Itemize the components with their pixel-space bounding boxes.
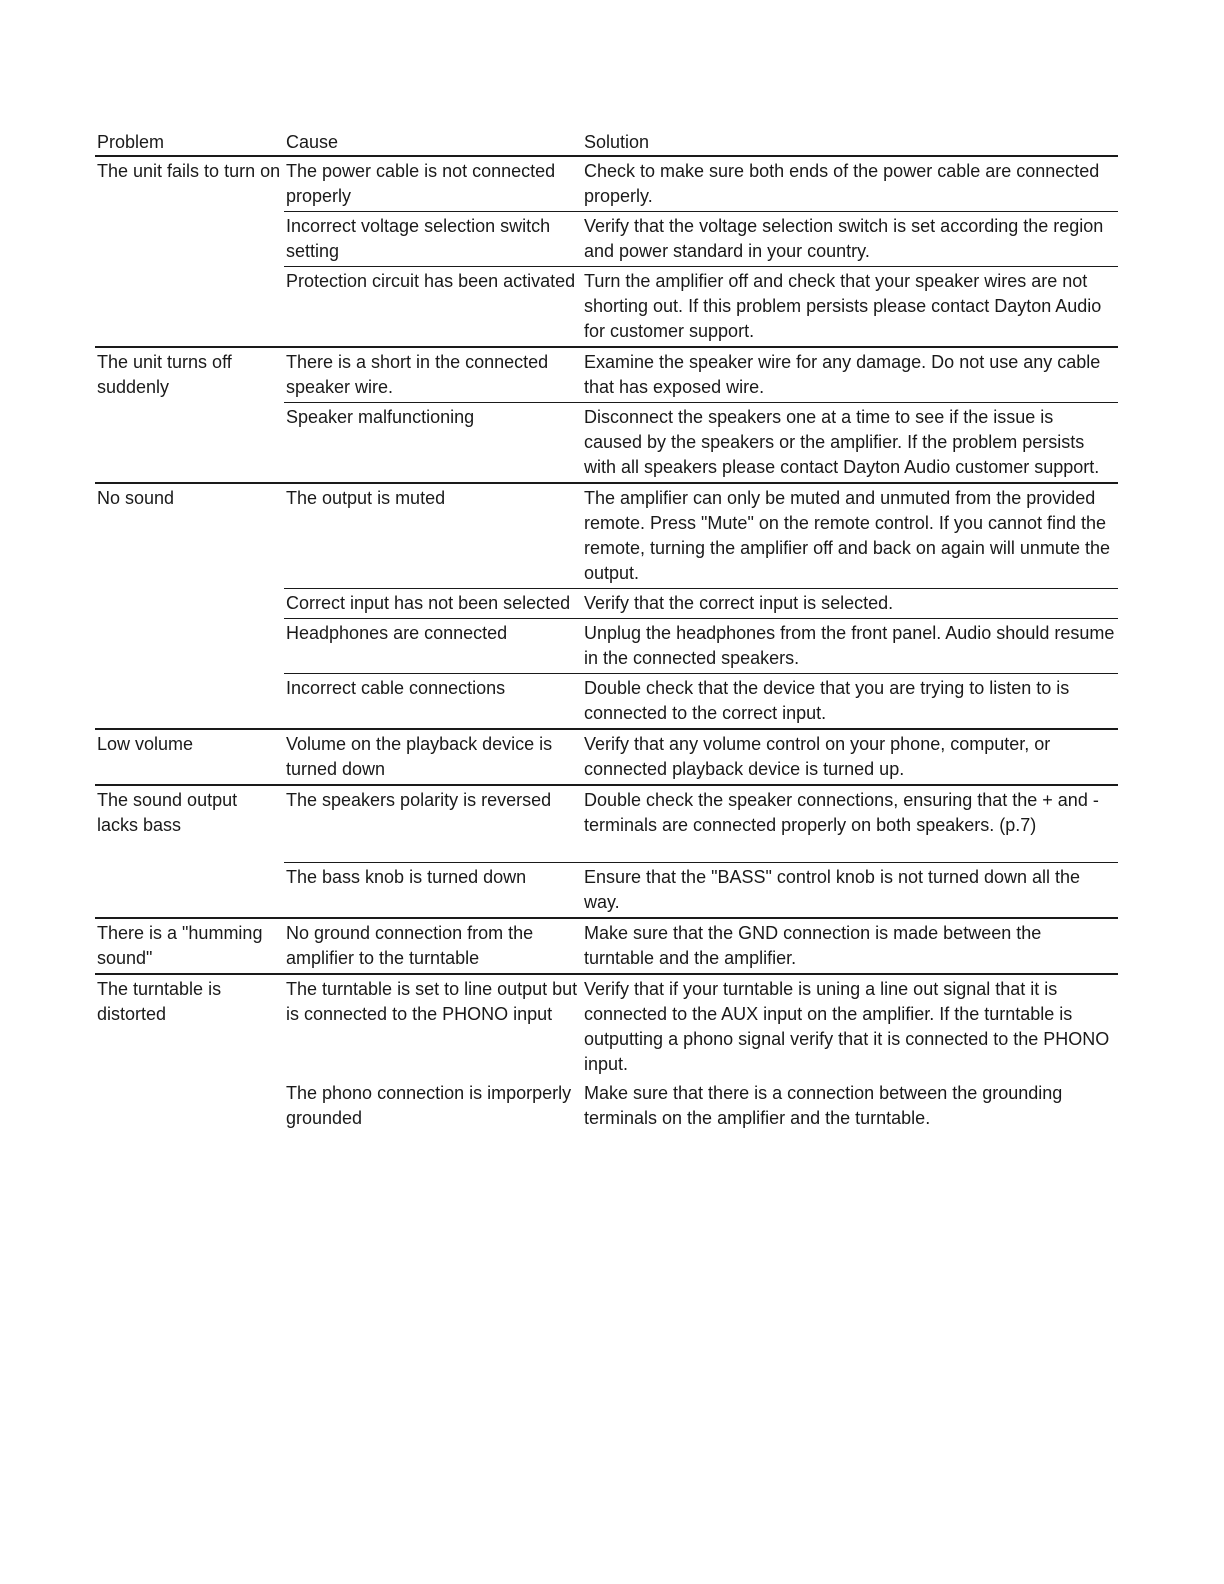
cause-cell: Incorrect voltage selection switch setting	[284, 212, 582, 267]
problem-cell: The unit fails to turn on	[95, 156, 284, 347]
solution-cell: Double check that the device that you are trying to listen to is connected to the correct input.	[582, 674, 1118, 730]
header-solution: Solution	[582, 130, 1118, 156]
problem-cell: Low volume	[95, 729, 284, 785]
solution-cell: Verify that the voltage selection switch is set according the region and power standard in your country.	[582, 212, 1118, 267]
table-row	[95, 918, 1118, 974]
cause-cell: There is a short in the connected speaker wire.	[284, 347, 582, 403]
header-cause: Cause	[284, 130, 582, 156]
cause-cell: The output is muted	[284, 483, 582, 589]
cause-cell: Volume on the playback device is turned down	[284, 729, 582, 785]
solution-cell: Examine the speaker wire for any damage. Do not use any cable that has exposed wire.	[582, 347, 1118, 403]
cause-cell: The speakers polarity is reversed	[284, 785, 582, 863]
solution-cell: Disconnect the speakers one at a time to see if the issue is caused by the speakers or the amplifier. If the problem persists with all speakers please contact Dayton Audio customer support.	[582, 403, 1118, 484]
cause-cell: Protection circuit has been activated	[284, 267, 582, 348]
cause-cell: Correct input has not been selected	[284, 589, 582, 619]
table-row	[95, 156, 1118, 212]
cause-cell: The power cable is not connected properly	[284, 156, 582, 212]
solution-cell: Unplug the headphones from the front panel. Audio should resume in the connected speakers.	[582, 619, 1118, 674]
troubleshooting-table	[95, 130, 1118, 1133]
table-header-row	[95, 130, 1118, 156]
table-row	[95, 785, 1118, 863]
cause-cell: Headphones are connected	[284, 619, 582, 674]
problem-cell: There is a "humming sound"	[95, 918, 284, 974]
cause-cell: Incorrect cable connections	[284, 674, 582, 730]
solution-cell: Turn the amplifier off and check that your speaker wires are not shorting out. If this problem persists please contact Dayton Audio for customer support.	[582, 267, 1118, 348]
solution-cell: Verify that if your turntable is uning a line out signal that it is connected to the AUX input on the amplifier. If the turntable is outputting a phono signal verify that it is connected to the PHONO input.	[584, 979, 1110, 1074]
problem-cell: The sound output lacks bass	[95, 785, 284, 918]
solution-cell: Make sure that there is a connection between the grounding terminals on the amplifier and the turntable.	[584, 1083, 1063, 1128]
problem-cell: No sound	[95, 483, 284, 729]
cause-cell: The turntable is set to line output but is connected to the PHONO input	[286, 979, 578, 1024]
problem-cell: The unit turns off suddenly	[95, 347, 284, 483]
solution-cell: Verify that the correct input is selected.	[582, 589, 1118, 619]
troubleshooting-page	[95, 130, 1118, 1133]
table-row	[95, 974, 1118, 1079]
table-row	[95, 347, 1118, 403]
cause-cell: The bass knob is turned down	[284, 863, 582, 919]
solution-cell: Verify that any volume control on your phone, computer, or connected playback device is turned up.	[582, 729, 1118, 785]
table-row	[95, 483, 1118, 589]
cause-cell: No ground connection from the amplifier to the turntable	[284, 918, 582, 974]
solution-cell: The amplifier can only be muted and unmuted from the provided remote. Press "Mute" on the remote control. If you cannot find the remote, turning the amplifier off and back on again will unmute the output.	[582, 483, 1118, 589]
cause-cell: Speaker malfunctioning	[284, 403, 582, 484]
header-problem: Problem	[95, 130, 284, 156]
solution-cell: Make sure that the GND connection is made between the turntable and the amplifier.	[582, 918, 1118, 974]
table-row	[95, 729, 1118, 785]
solution-cell: Ensure that the "BASS" control knob is not turned down all the way.	[582, 863, 1118, 919]
problem-cell: The turntable is distorted	[97, 979, 222, 1024]
solution-cell: Double check the speaker connections, ensuring that the + and - terminals are connected properly on both speakers. (p.7)	[582, 785, 1118, 863]
cause-cell: The phono connection is imporperly grounded	[286, 1083, 572, 1128]
solution-cell: Check to make sure both ends of the power cable are connected properly.	[582, 156, 1118, 212]
